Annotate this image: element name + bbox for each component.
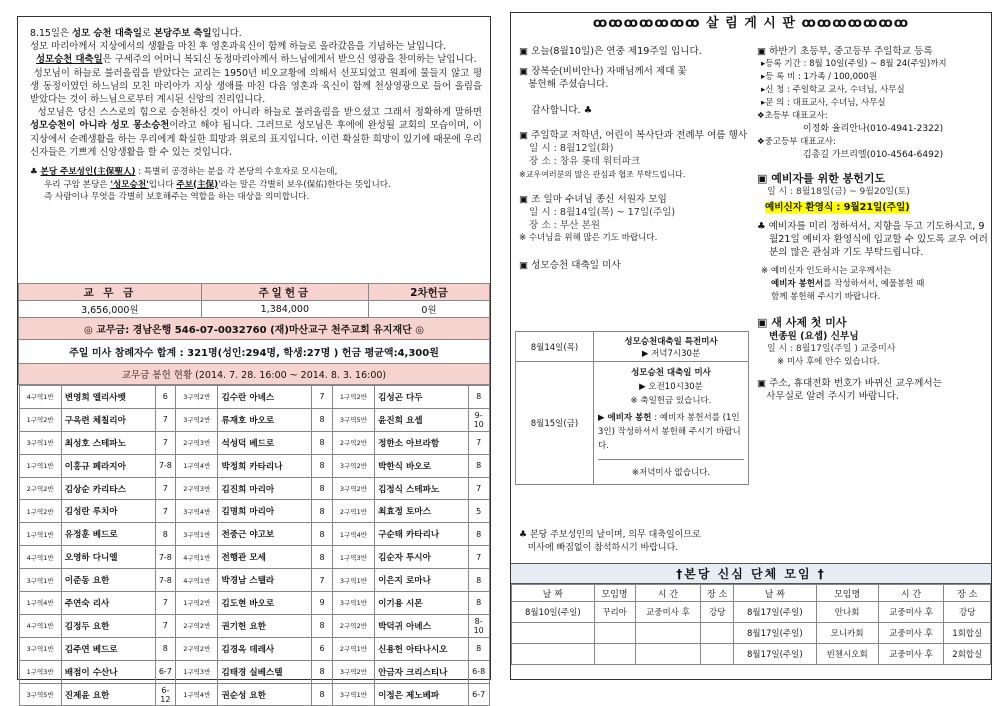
donor-name: 김정식 스테파노 [375, 477, 469, 500]
groups-header-cell: 모임명 [816, 585, 878, 602]
donor-district: 3구역1반 [332, 683, 374, 706]
donor-district: 3구역1반 [332, 592, 374, 615]
donor-name: 김도현 바오로 [218, 592, 312, 615]
groups-header-cell: 장 소 [701, 585, 734, 602]
groups-cell: 강당 [701, 602, 734, 623]
teacher-1-value: 이정화 율리안나(010-4941-2322) [802, 124, 944, 134]
p1-e: 입니다. [211, 28, 242, 39]
donor-name: 윤진희 요셉 [375, 408, 469, 431]
donor-district: 3구역2반 [332, 660, 374, 683]
registration-line: ▸등록 기간 : 8월 10일(주일) ~ 8월 24(주일)까지 [761, 59, 947, 69]
registration-line: ▸신 청 : 주일학교 교사, 수녀님, 사무실 [761, 85, 905, 95]
donor-months: 6-7 [468, 683, 489, 706]
donor-name: 김태경 실베스텔 [218, 660, 312, 683]
notice-3-date: 일 시 : 8월12일(화) [529, 143, 614, 154]
offering-values-row [19, 301, 490, 318]
mass-row-2-note3: ※저녁미사 없습니다. [598, 459, 744, 480]
notice-6-b: 미사에 빠짐없이 참석하시기 바랍니다. [527, 543, 679, 553]
donor-district: 4구역1반 [19, 614, 61, 637]
donor-name: 류재호 바오로 [218, 408, 312, 431]
teacher-2-value: 김총길 가브리엘(010-4564-6492) [802, 150, 944, 160]
donor-name: 박한식 바오로 [375, 454, 469, 477]
donor-district: 3구역2반 [176, 386, 218, 409]
intro-text [30, 27, 482, 204]
donor-months: 8 [312, 431, 333, 454]
donor-name: 이은지 로마나 [375, 569, 469, 592]
groups-cell: 모니카회 [816, 623, 878, 644]
donor-months: 8 [312, 660, 333, 683]
intro-note3: 즉 사람이나 무엇을 각별히 보호해주는 역할을 하는 대상을 의미합니다. [44, 192, 310, 203]
donor-name: 김상순 카리타스 [61, 477, 155, 500]
donor-months: 8 [312, 614, 333, 637]
donor-district: 2구역2반 [176, 637, 218, 660]
donor-name: 김경옥 데레사 [218, 637, 312, 660]
donor-row [19, 614, 489, 637]
donor-district: 3구역2반 [332, 454, 374, 477]
donor-months: 7 [155, 408, 176, 431]
donor-district: 2구역2반 [19, 477, 61, 500]
donor-district: 1구역4반 [332, 523, 374, 546]
notice-3-note: ※교우여러분의 많은 관심과 협조 부탁드립니다. [519, 170, 686, 179]
groups-cell: 교중미사 후 [878, 623, 944, 644]
donor-name: 구옥련 체칠리아 [61, 408, 155, 431]
header-kyomugeum: 교 무 금 [19, 284, 202, 301]
donor-table [19, 385, 490, 706]
donor-district: 3구역4반 [176, 500, 218, 523]
donor-district: 2구역2반 [332, 431, 374, 454]
donor-district: 4구역1반 [176, 546, 218, 569]
donor-name: 박경남 스텔라 [218, 569, 312, 592]
groups-header-cell: 장 소 [944, 585, 991, 602]
donor-district: 2구역1반 [332, 500, 374, 523]
donor-months: 8-10 [468, 614, 489, 637]
donor-months: 5 [468, 500, 489, 523]
notice-3-place: 장 소 : 창유 롯데 워터파크 [529, 156, 641, 167]
donor-district: 1구역2반 [19, 500, 61, 523]
donor-months: 8 [312, 523, 333, 546]
donor-district: 4구역1반 [19, 546, 61, 569]
mass-row-2-note2b: : 예비자 봉헌서를 (1인 3인) 작성하셔서 봉헌해 주시기 바랍니다. [598, 413, 741, 451]
donor-district: 3구역5반 [332, 408, 374, 431]
donor-name: 배점이 수산나 [61, 660, 155, 683]
donor-district: 1구역4반 [176, 683, 218, 706]
groups-cell: 8월17일(주일) [734, 623, 817, 644]
note-rest: : 특별히 공경하는 분을 각 본당의 수호자로 모시는데, [135, 167, 338, 178]
header-second-offering: 2차헌금 [368, 284, 489, 301]
header-sunday-offering: 주일헌금 [201, 284, 368, 301]
bank-account: ◎ 교무금: 경남은행 546-07-0032760 (재)마산교구 천주교회 유지재단 ◎ [19, 318, 490, 340]
donor-name: 김순자 투시아 [375, 546, 469, 569]
intro-p3 [30, 67, 482, 107]
donor-name: 이정은 제노베파 [375, 683, 469, 706]
notice-5-title: 성모승천 대축일 미사 [531, 260, 621, 271]
notice-r3-date: 일 시 : 8월17일(주일 ) 교중미사 [767, 344, 896, 354]
donor-district: 2구역2반 [176, 614, 218, 637]
mass-row-1-title: 성모승천대축일 특전미사 [624, 336, 718, 347]
donor-district: 1구역3반 [332, 546, 374, 569]
donor-name: 김성곤 다두 [375, 386, 469, 409]
mass-row-2 [516, 362, 749, 485]
donor-name: 김성란 루치아 [61, 500, 155, 523]
donor-months: 8 [468, 386, 489, 409]
donor-district: 1구역2반 [19, 408, 61, 431]
notice-2-c: 감사합니다. ♣ [531, 105, 593, 116]
notice-r3-name: 변종원 (요셉) 신부님 [769, 331, 859, 342]
donor-district: 3구역1반 [332, 569, 374, 592]
donor-district: 1구역1반 [19, 523, 61, 546]
mass-schedule-table [515, 331, 749, 485]
mass-row-2-detail [594, 362, 749, 485]
donor-name: 김진희 마리아 [218, 477, 312, 500]
groups-title: †본당 신심 단체 모임 † [511, 563, 991, 584]
bulletin-title: ꝏꝏꝏꝏꝏꝏꝏ 살 림 게 시 판 ꝏꝏꝏꝏꝏꝏꝏ [592, 16, 910, 31]
registration-line: ▸등 록 비 : 1가족 / 100,000원 [761, 72, 878, 82]
mass-row-2-time: ▶ 오전10시30분 [639, 382, 703, 392]
p4-c: 이라고 해야 됩니다. 그러므로 성모님은 후에에 완성될 교회의 모습이며, 이 지상에서 순례생활을 하는 우리에게 확실한 희망과 위로의 표지입니다. 이런 확실한 희망이 있기에 때문에 우리 신자들은 기쁘게 신앙생활을 할 수 있는 것입니다. [30, 120, 482, 158]
intro-note2 [30, 179, 482, 192]
donor-name: 전행관 모세 [218, 546, 312, 569]
notice-r2-notes [757, 265, 989, 304]
donor-name: 김정두 요한 [61, 614, 155, 637]
value-sunday-offering: 1,384,000 [201, 301, 368, 318]
donor-name: 전중근 야고보 [218, 523, 312, 546]
note2-e: '라는 말은 각별히 보우(保佑)한다는 뜻입니다. [218, 179, 391, 190]
donor-months: 6-8 [468, 660, 489, 683]
mass-row-2-note1: ※ 축일헌금 있습니다. [630, 396, 712, 406]
donor-months: 7-8 [155, 454, 176, 477]
donor-name: 안금자 크리스티나 [375, 660, 469, 683]
notice-4-date: 일 시 : 8월14일(목) ~ 17일(주일) [529, 207, 676, 218]
mass-row-2-date: 8월15일(금) [516, 362, 594, 485]
p2-bold: 성모승천 대축일 [35, 54, 103, 66]
donor-months: 8 [312, 546, 333, 569]
donor-months: 6 [155, 386, 176, 409]
right-panel [510, 12, 992, 680]
groups-cell: 교중미사 후 [878, 602, 944, 623]
mass-row-1-time: ▶ 저녁7시30분 [641, 348, 701, 359]
donor-months: 8 [468, 454, 489, 477]
donor-row [19, 408, 489, 431]
donor-district: 1구역3반 [176, 660, 218, 683]
donor-name: 김수란 아녜스 [218, 386, 312, 409]
notice-r2-note2a: 예비자 봉헌서 [771, 279, 824, 289]
notice-4-place: 장 소 : 부산 본원 [529, 220, 601, 231]
donor-name: 구순태 카타리나 [375, 523, 469, 546]
donor-district: 2구역3반 [176, 477, 218, 500]
offering-header-row [19, 284, 490, 301]
notice-r3-title: 새 사제 첫 미사 [771, 316, 847, 329]
donor-months: 7-8 [155, 546, 176, 569]
notice-3: ▣ 주일학교 저학년, 어린이 복사단과 전례부 여름 행사 일 시 : 8월12일(화) 장 소 : 창유 롯데 워터파크 ※교우여러분의 많은 관심과 협조 부탁드립니다. [519, 129, 751, 181]
notice-4: ▣ 조 일마 수녀님 종신 서원자 모임 일 시 : 8월14일(목) ~ 17일(주일) 장 소 : 부산 본원 ※ 수녀님을 위해 많은 기도 바랍니다. [519, 193, 751, 245]
groups-cell [635, 623, 701, 644]
donor-months: 7 [155, 477, 176, 500]
donor-months: 8 [312, 454, 333, 477]
groups-cell: 꾸리아 [594, 602, 635, 623]
groups-cell: 8월10일(주일) [512, 602, 595, 623]
mass-row-1 [516, 332, 749, 362]
notice-4-title: 조 일마 수녀님 종신 서원자 모임 [531, 194, 667, 205]
note2-a: 우리 구암 본당은 [44, 179, 111, 190]
note2-d: 주보(主保) [176, 179, 219, 190]
donor-district: 1구역4반 [19, 592, 61, 615]
p4-b: 성모승천이 아니라 성모 몽소승천 [30, 120, 170, 132]
donor-months: 7 [155, 431, 176, 454]
donor-name: 권순성 요한 [218, 683, 312, 706]
notice-r2: ▣ 예비자를 위한 봉헌기도 일 시 : 8월18일(금) ~ 9월20일(토) 예비신자 환영식 : 9월21일(주일) ♣ 예비자를 미리 정하셔서, 지향을 두고 기도하시고, 9월21일 예비자 환영식에 입교할 수 있도록 교우 여러분의 많은 관심과 기도 부탁드립니다. ※ 예비신자 인도하시는 교우께서는 예비자 봉헌서를 작성하셔서, 예물봉헌 때 함께 봉헌해 주시기 바랍니다. [757, 172, 988, 302]
notice-1: ▣ 오늘(8월10일)은 연중 제19주일 입니다. [519, 46, 702, 57]
groups-cell: 안나회 [816, 602, 878, 623]
donor-district: 4구역1반 [19, 386, 61, 409]
donor-months: 7 [312, 386, 333, 409]
donor-months: 9 [312, 592, 333, 615]
donor-row [19, 660, 489, 683]
donor-row [19, 569, 489, 592]
groups-cell: 강당 [944, 602, 991, 623]
donation-title: 교무금 봉헌 현황 (2014. 7. 28. 16:00 ~ 2014. 8. 3. 16:00) [19, 364, 490, 385]
donor-name: 석성덕 베드로 [218, 431, 312, 454]
donor-name: 유정훈 베드로 [61, 523, 155, 546]
right-right-column [757, 45, 989, 403]
donor-months: 8 [312, 500, 333, 523]
donor-district: 3구역2반 [332, 477, 374, 500]
donor-months: 8 [155, 637, 176, 660]
right-left-column [519, 45, 751, 272]
value-kyomugeum: 3,656,000원 [19, 301, 202, 318]
groups-header-cell: 시 간 [878, 585, 944, 602]
groups-cell [701, 644, 734, 665]
donor-months: 8 [468, 523, 489, 546]
groups-row [512, 644, 991, 665]
donor-district: 1구역2반 [332, 386, 374, 409]
notice-5: ▣ 성모승천 대축일 미사 [519, 260, 621, 271]
notice-r2-note1: ※ 예비신자 인도하시는 교우께서는 [761, 266, 892, 276]
teacher-1-label: ❖초등부 대표교사: [757, 111, 828, 121]
donor-row [19, 546, 489, 569]
donor-district: 1구역4반 [176, 454, 218, 477]
donor-name: 이기용 시몬 [375, 592, 469, 615]
intro-p2 [30, 53, 482, 66]
notice-r2-note2b: 를 작성하셔서, 예물봉헌 때 [823, 279, 925, 289]
groups-cell: 빈첸시오회 [816, 644, 878, 665]
mass-row-2-note2a: ▶ 에비자 봉헌 [598, 413, 652, 423]
left-panel [17, 16, 491, 704]
p1-b: 성모 승천 대축일 [71, 28, 142, 39]
groups-cell [701, 623, 734, 644]
notice-r4-a: 주소, 휴대전화 번호가 바뀌신 교우께서는 [769, 378, 942, 389]
donor-months: 8 [468, 637, 489, 660]
notice-r3-note: ※ 미사 후에 안수 있습니다. [777, 357, 880, 367]
notice-r4: ▣ 주소, 휴대전화 번호가 바뀌신 교우께서는 사무실로 알려 주시기 바랍니다. [757, 378, 942, 402]
teacher-2-label: ❖중고등부 대표교사: [757, 137, 836, 147]
intro-p1-rest: 성모 마리아께서 지상에서의 생활을 마친 후 영혼과육신이 함께 하늘로 올라갔음을 기념하는 날입니다. [30, 41, 447, 53]
donor-name: 진제윤 요한 [61, 683, 155, 706]
notice-r1: ▣ 하반기 초등부, 중고등부 주일학교 등록 ▸등록 기간 : 8월 10일(주일) ~ 8월 24(주일)까지 ▸등 록 비 : 1가족 / 100,000원 ▸신 청 : 주일학교 교사, 수녀님, 사무실 ▸문 의 : 대표교사, 수녀님, 사무실 ❖초등부 대표교사: 이정화 율리안나(010-4941-2322) ❖중고등부 대표교사: 김총길 가브리엘(010-4564-6492) [757, 45, 989, 162]
donor-months: 8 [468, 569, 489, 592]
groups-cell [594, 644, 635, 665]
groups-cell: 1회합실 [944, 623, 991, 644]
donor-row [19, 500, 489, 523]
offering-table [18, 283, 490, 706]
donor-district: 3구역1반 [19, 431, 61, 454]
donor-name: 이준동 요한 [61, 569, 155, 592]
donor-district: 3구역1반 [19, 569, 61, 592]
p1-d: 본당주보 축일 [153, 28, 212, 39]
donor-name: 오영하 다니엘 [61, 546, 155, 569]
groups-cell: 8월17일(주일) [734, 602, 817, 623]
groups-cell: 8월17일(주일) [734, 644, 817, 665]
notice-6: ♣ 본당 주보성인의 날이며, 의무 대축일이므로 미사에 빠짐없이 참석하시기 바랍니다. [519, 530, 701, 553]
donor-name: 박덕귀 아녜스 [375, 614, 469, 637]
donor-row [19, 523, 489, 546]
groups-table [511, 584, 991, 665]
donor-district: 1구역1반 [19, 454, 61, 477]
intro-p4 [30, 106, 482, 159]
value-second-offering: 0원 [368, 301, 489, 318]
groups-cell [512, 623, 595, 644]
donor-months: 7 [468, 431, 489, 454]
notice-1-text: 오늘(8월10일)은 연중 제19주일 입니다. [531, 46, 702, 57]
mass-row-1-date: 8월14일(목) [516, 332, 594, 362]
groups-row [512, 602, 991, 623]
donor-months: 7 [155, 592, 176, 615]
donor-months: 7 [468, 546, 489, 569]
donor-months: 8 [312, 477, 333, 500]
donor-name: 박정희 카타리나 [218, 454, 312, 477]
donor-months: 7 [155, 500, 176, 523]
note-title: 본당 주보성인(主保聖人) [40, 167, 136, 178]
donor-months: 6 [312, 637, 333, 660]
donor-months: 6-12 [155, 683, 176, 706]
p2-rest: 은 구세주의 어머니 복되신 동정마리아께서 하느님에게서 받으신 영광을 찬미하는 날입니다. [102, 54, 477, 66]
groups-cell [594, 623, 635, 644]
donor-months: 7 [155, 614, 176, 637]
groups-row [512, 623, 991, 644]
donor-name: 변영희 엘리사벳 [61, 386, 155, 409]
notice-3-title: 주일학교 저학년, 어린이 복사단과 전례부 여름 행사 [531, 130, 748, 141]
donor-district: 2구역2반 [332, 614, 374, 637]
donor-row [19, 592, 489, 615]
donor-district: 4구역1반 [176, 569, 218, 592]
notice-r4-b: 사무실로 알려 주시기 바랍니다. [766, 391, 899, 402]
notice-r1-title: 하반기 초등부, 중고등부 주일학교 등록 [769, 46, 933, 57]
notice-r3: ▣ 새 사제 첫 미사 변종원 (요셉) 신부님 일 시 : 8월17일(주일 ) 교중미사 ※ 미사 후에 안수 있습니다. [757, 316, 989, 369]
donor-months: 8 [468, 592, 489, 615]
notice-r2-body: 예비자를 미리 정하셔서, 지향을 두고 기도하시고, 9월21일 예비자 환영식에 입교할 수 있도록 교우 여러분의 많은 관심과 기도 부탁드립니다. [768, 221, 988, 258]
intro-note: ♣ 본당 주보성인(主保聖人) : 특별히 공경하는 분을 각 본당의 수호자로 모시는데, [30, 167, 338, 178]
groups-header-cell: 날 짜 [512, 585, 595, 602]
notice-2: ▣ 장복순(비비안나) 자매님께서 제대 꽃 봉헌해 주셨습니다. 감사합니다. ♣ [519, 66, 687, 116]
donor-district: 3구역2반 [176, 408, 218, 431]
donor-row [19, 683, 489, 706]
donor-district: 2구역1반 [332, 637, 374, 660]
p3-text: 성모님이 하늘로 불러올림을 받았다는 교리는 1950년 비오교황에 의해서 선포되었고 원죄에 물들지 않고 평생 동정이였던 하느님의 모친 마리아가 지상 생애를 마친 다음 영혼과 육신이 함께 천상영광으로 들어 올림을 받았다는 것이 하느님으로부터 계시된 신앙의 진리입니다. [30, 67, 482, 106]
donor-months: 7-8 [155, 569, 176, 592]
notice-r2-title: 예비자를 위한 봉헌기도 [771, 172, 886, 185]
donor-row [19, 477, 489, 500]
intro-p1 [30, 27, 482, 40]
donor-district: 1구역2반 [176, 592, 218, 615]
p1-a: 8.15일은 [30, 28, 72, 39]
donor-months: 9-10 [468, 408, 489, 431]
donor-name: 김주연 베드로 [61, 637, 155, 660]
donor-name: 최효정 토마스 [375, 500, 469, 523]
donor-row [19, 454, 489, 477]
groups-cell [635, 644, 701, 665]
donor-district: 3구역1반 [19, 637, 61, 660]
donor-district: 2구역3반 [176, 431, 218, 454]
donor-district: 1구역3반 [19, 660, 61, 683]
note2-b: '성모승천' [110, 179, 149, 190]
donor-name: 주연숙 리사 [61, 592, 155, 615]
registration-lines [757, 58, 989, 110]
donor-row [19, 637, 489, 660]
donor-months: 8 [312, 408, 333, 431]
groups-header-cell: 시 간 [635, 585, 701, 602]
attendance-summary: 주일 미사 참례자수 합계 : 321명(성인:294명, 학생:27명 ) 헌금 평균액:4,300원 [19, 340, 490, 364]
notice-r2-note3: 함께 봉헌해 주시기 바랍니다. [771, 292, 881, 302]
groups-header-row [512, 585, 991, 602]
note2-c: 입니다 [148, 179, 177, 190]
welcome-ceremony-highlight: 예비신자 환영식 : 9월21일(주일) [765, 202, 910, 213]
notice-2-a: 장복순(비비안나) 자매님께서 제대 꽃 [531, 66, 687, 77]
donor-row [19, 431, 489, 454]
donor-name: 정한소 아브라함 [375, 431, 469, 454]
groups-cell: 교중미사 후 [878, 644, 944, 665]
donor-months: 7 [468, 477, 489, 500]
notice-2-b: 봉헌해 주셨습니다. [528, 79, 609, 90]
p4-a: 성모님은 당신 스스로의 힘으로 승천하신 것이 아니라 하늘로 불러올림을 받으셨고 그래서 정확하게 말하면 [37, 107, 482, 119]
groups-cell [512, 644, 595, 665]
donor-row [19, 386, 489, 409]
donor-months: 8 [155, 523, 176, 546]
groups-header-cell: 날 짜 [734, 585, 817, 602]
notice-6-a: 본당 주보성인의 날이며, 의무 대축일이므로 [529, 530, 701, 540]
groups-header-cell: 모임명 [594, 585, 635, 602]
donor-name: 최성호 스테파노 [61, 431, 155, 454]
donor-name: 김명희 마리아 [218, 500, 312, 523]
groups-cell: 2회합실 [944, 644, 991, 665]
donor-district: 3구역1반 [176, 523, 218, 546]
registration-line: ▸문 의 : 대표교사, 수녀님, 사무실 [761, 98, 886, 108]
groups-cell: 교중미사 후 [635, 602, 701, 623]
donor-district: 3구역5반 [19, 683, 61, 706]
donor-name: 권기헌 요한 [218, 614, 312, 637]
donor-name: 이홍규 페라지아 [61, 454, 155, 477]
donor-months: 6-7 [155, 660, 176, 683]
mass-row-2-title: 성모승천 대축일 미사 [631, 368, 711, 378]
donor-months: 7 [312, 569, 333, 592]
mass-row-1-detail [594, 332, 749, 362]
p1-c: 로 [141, 28, 154, 39]
donor-months: 8 [312, 683, 333, 706]
notice-4-note: ※ 수녀님을 위해 많은 기도 바랍니다. [519, 233, 658, 243]
notice-r2-date: 일 시 : 8월18일(금) ~ 9월20일(토) [767, 187, 910, 197]
donor-name: 신용헌 아타나시오 [375, 637, 469, 660]
